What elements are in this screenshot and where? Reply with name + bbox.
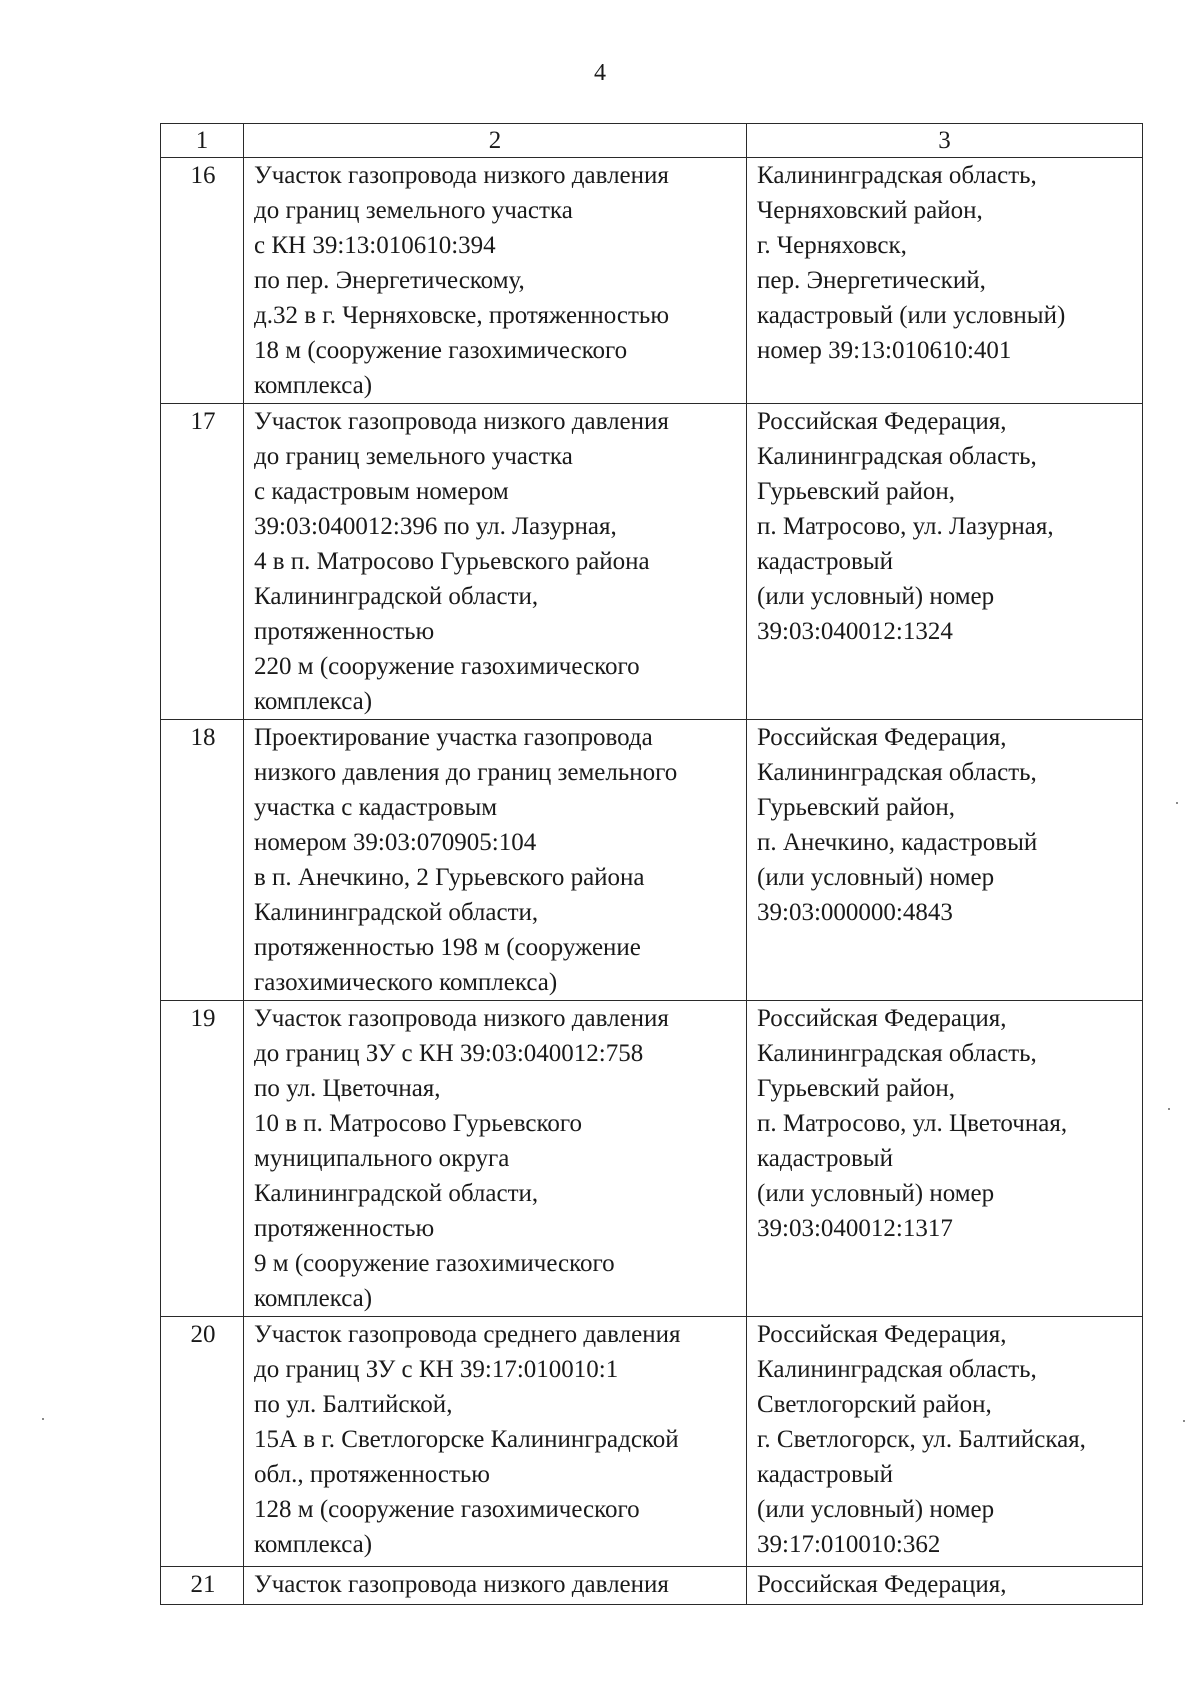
object-description: Участок газопровода среднего давления до границ ЗУ с КН 39:17:010010:1 по ул. Балтийской, 15А в г. Светлогорске Калининградской обл., протяженностью 128 м (сооружение газохимического комплекса) <box>244 1317 747 1567</box>
table-row <box>161 1317 1143 1567</box>
object-description: Участок газопровода низкого давления до границ земельного участка с кадастровым номером 39:03:040012:396 по ул. Лазурная, 4 в п. Матросово Гурьевского района Калининградской области, протяженностью 220 м (сооружение газохимического комплекса) <box>244 404 747 720</box>
row-number: 21 <box>161 1567 244 1605</box>
object-location: Российская Федерация, Калининградская область, Гурьевский район, п. Матросово, ул. Цветочная, кадастровый (или условный) номер 39:03:040012:1317 <box>747 1001 1143 1317</box>
table-row <box>161 158 1143 404</box>
row-number: 17 <box>161 404 244 720</box>
property-table <box>160 123 1143 1605</box>
table-row <box>161 1001 1143 1317</box>
table-row <box>161 720 1143 1001</box>
page-number: 4 <box>594 60 606 86</box>
table-row <box>161 1567 1143 1605</box>
object-location: Калининградская область, Черняховский район, г. Черняховск, пер. Энергетический, кадастровый (или условный) номер 39:13:010610:401 <box>747 158 1143 404</box>
object-description: Проектирование участка газопровода низкого давления до границ земельного участка с кадастровым номером 39:03:070905:104 в п. Анечкино, 2 Гурьевского района Калининградской области, протяженностью 198 м (сооружение газохимического комплекса) <box>244 720 747 1001</box>
scan-speck <box>1176 802 1178 804</box>
row-number: 16 <box>161 158 244 404</box>
column-header-location: 3 <box>747 124 1143 158</box>
object-location: Российская Федерация, Калининградская область, Гурьевский район, п. Матросово, ул. Лазурная, кадастровый (или условный) номер 39:03:040012:1324 <box>747 404 1143 720</box>
row-number: 19 <box>161 1001 244 1317</box>
object-location: Российская Федерация, <box>747 1567 1143 1605</box>
object-description: Участок газопровода низкого давления до границ земельного участка с КН 39:13:010610:394 по пер. Энергетическому, д.32 в г. Черняховске, протяженностью 18 м (сооружение газохимического комплекса) <box>244 158 747 404</box>
scan-speck <box>1183 1420 1185 1422</box>
scan-speck <box>42 1418 44 1420</box>
object-location: Российская Федерация, Калининградская область, Гурьевский район, п. Анечкино, кадастровый (или условный) номер 39:03:000000:4843 <box>747 720 1143 1001</box>
table-row <box>161 404 1143 720</box>
object-description: Участок газопровода низкого давления до границ ЗУ с КН 39:03:040012:758 по ул. Цветочная, 10 в п. Матросово Гурьевского муниципального округа Калининградской области, протяженностью 9 м (сооружение газохимического комплекса) <box>244 1001 747 1317</box>
column-header-number: 1 <box>161 124 244 158</box>
column-header-object: 2 <box>244 124 747 158</box>
object-description: Участок газопровода низкого давления <box>244 1567 747 1605</box>
row-number: 20 <box>161 1317 244 1567</box>
table-header-row <box>161 124 1143 158</box>
row-number: 18 <box>161 720 244 1001</box>
scan-speck <box>1168 1108 1170 1110</box>
object-location: Российская Федерация, Калининградская область, Светлогорский район, г. Светлогорск, ул. Балтийская, кадастровый (или условный) номер 39:17:010010:362 <box>747 1317 1143 1567</box>
